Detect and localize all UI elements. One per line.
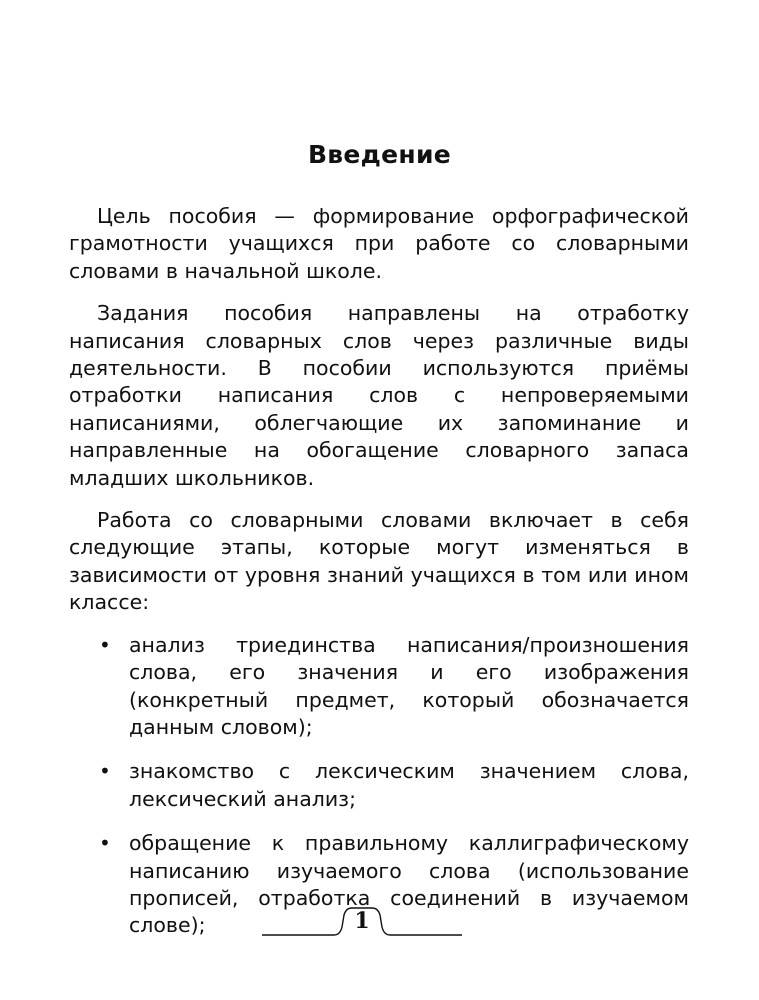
stages-list: [69, 632, 689, 940]
section-title: Введение: [307, 140, 452, 169]
list-item-text: знакомство с лексическим значением слова, лексический анализ;: [129, 759, 689, 811]
page-number-ornament: [262, 905, 462, 941]
bullet-icon: •: [99, 759, 111, 784]
paragraph-stages: Работа со словарными словами включает в себя следующие этапы, которые могут изменяться в зависимости от уровня знаний учащихся в том или ином классе:: [69, 508, 689, 615]
bullet-icon: •: [99, 831, 111, 856]
list-item: [99, 758, 689, 813]
paragraph-purpose: Цель пособия — формирование орфографической грамотности учащихся при работе со словарными словами в начальной школе.: [69, 204, 689, 283]
list-item: [99, 632, 689, 742]
list-item-text: обращение к правильному каллиграфическому написанию изучаемого слова (использование прописей, отработка соединений в изучаемом слове);: [129, 831, 689, 938]
page-number: 1: [354, 908, 370, 934]
bullet-icon: •: [99, 632, 111, 657]
body-text: [69, 203, 689, 957]
paragraph-tasks: Задания пособия направлены на отработку написания словарных слов через различные виды деятельности. В пособии используются приёмы отработки написания слов с непроверяемыми написаниями, облегчающие их запоминание и направленные на обогащение словарного запаса младших школьников.: [69, 301, 689, 490]
list-item-text: анализ триединства написания/произношения слова, его значения и его изображения (конкретный предмет, который обозначается данным словом);: [129, 632, 689, 739]
